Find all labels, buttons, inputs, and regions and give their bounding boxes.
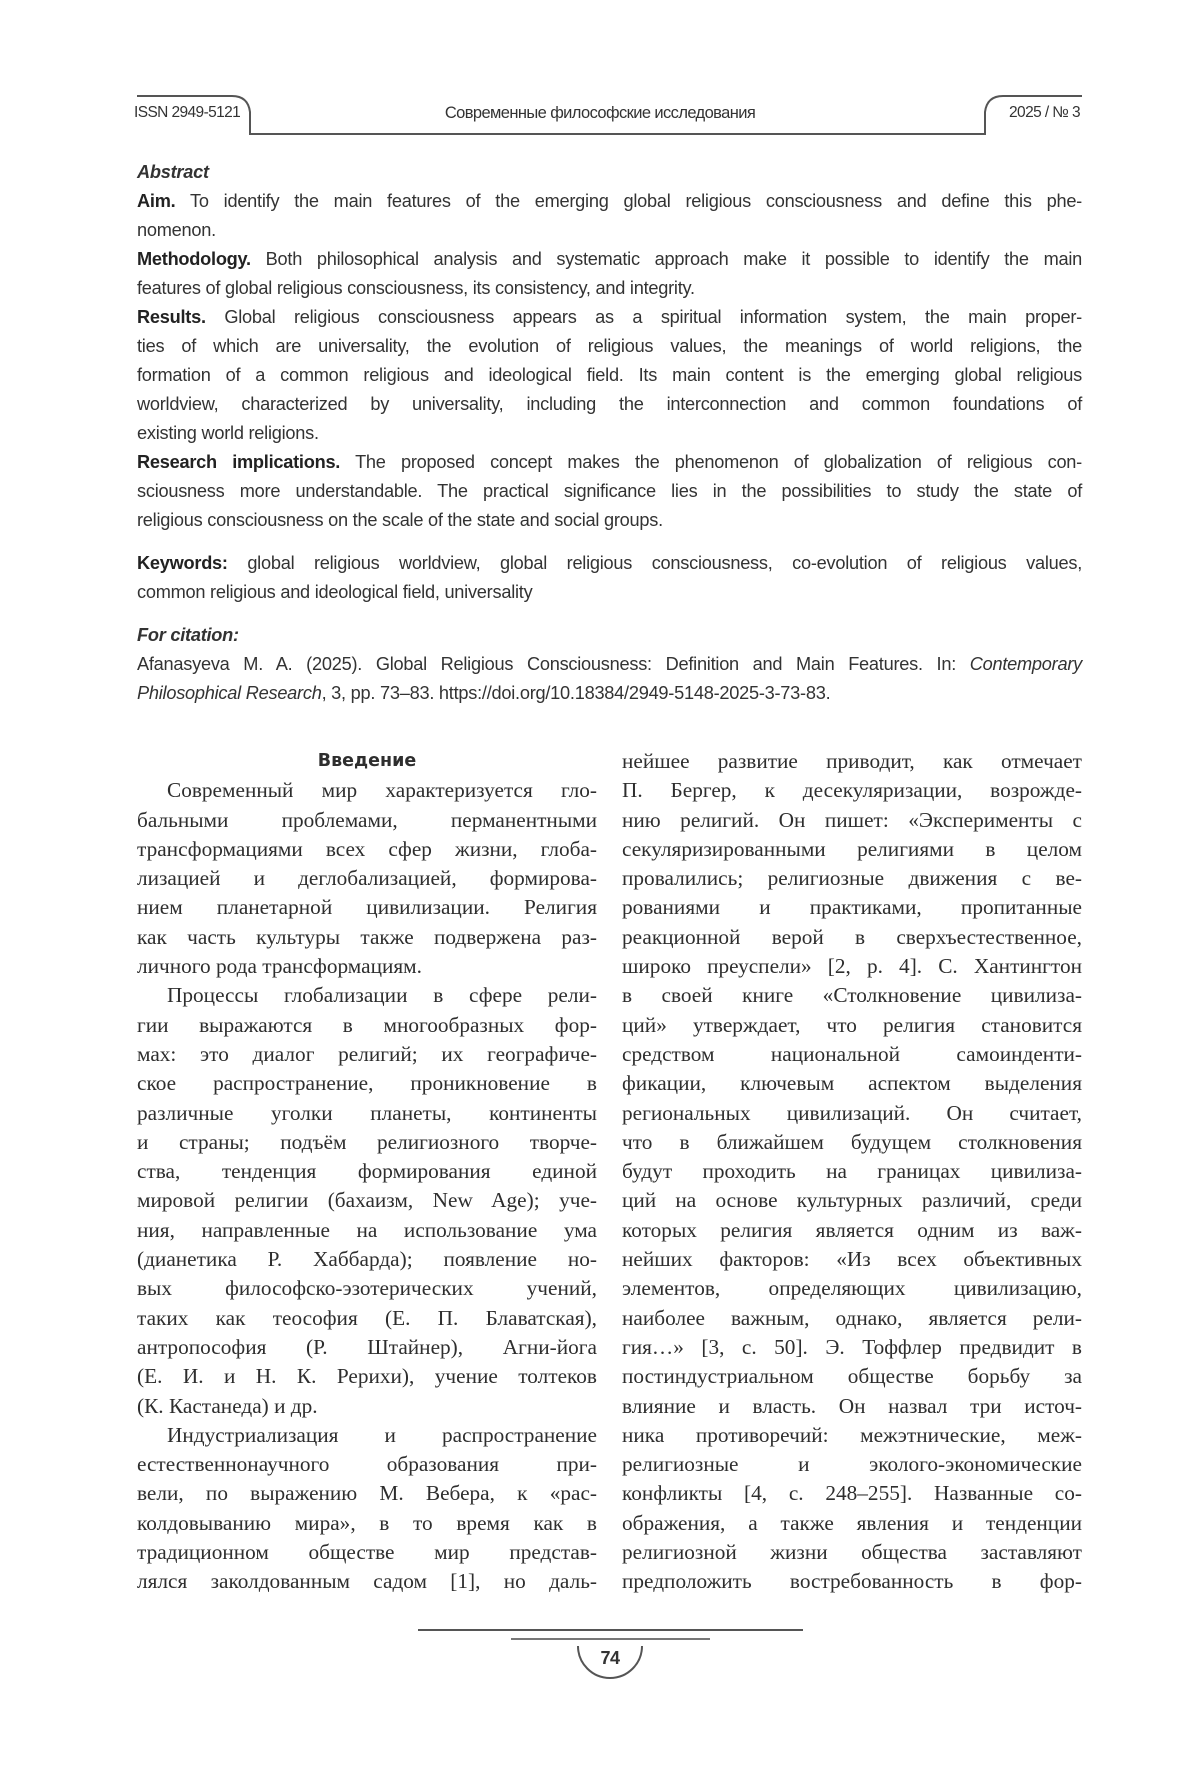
- text-line: реакционной верой в сверхъестественное,: [622, 923, 1082, 952]
- methodology-line: [137, 245, 1082, 274]
- results-text: Global religious consciousness appears as a spiritual information system, the main proper-: [206, 307, 1082, 327]
- citation-text: Afanasyeva M. A. (2025). Global Religious Consciousness: Definition and Main Features. In:: [137, 654, 970, 674]
- text-line: вых философско-эзотерических учений,: [137, 1274, 597, 1303]
- text-line: бальными проблемами, перманентными: [137, 806, 597, 835]
- keywords-line: [137, 578, 1082, 607]
- text-line: нию религий. Он пишет: «Эксперименты с: [622, 806, 1082, 835]
- text-line: антропософия (Р. Штайнер), Агни-йога: [137, 1333, 597, 1362]
- text-line: (К. Кастанеда) и др.: [137, 1392, 597, 1421]
- page-number: 74: [590, 1648, 630, 1669]
- methodology-text: features of global religious consciousness, its consistency, and integrity.: [137, 278, 695, 298]
- text-line: нейших факторов: «Из всех объективных: [622, 1245, 1082, 1274]
- text-line: и страны; подъём религиозного творче-: [137, 1128, 597, 1157]
- citation-journal: Contemporary: [970, 654, 1082, 674]
- aim-label: Aim.: [137, 191, 175, 211]
- text-line: естественнонаучного образования при-: [137, 1450, 597, 1479]
- results-line: [137, 332, 1082, 361]
- text-line: постиндустриальном обществе борьбу за: [622, 1362, 1082, 1391]
- text-line: ций» утверждает, что религия становится: [622, 1011, 1082, 1040]
- abstract: [137, 158, 1082, 708]
- text-line: Индустриализация и распространение: [137, 1421, 597, 1450]
- left-column: [137, 747, 597, 1597]
- text-line: личного рода трансформациям.: [137, 952, 597, 981]
- results-text: existing world religions.: [137, 423, 319, 443]
- text-line: религиозной жизни общества заставляют: [622, 1538, 1082, 1567]
- aim-line: [137, 187, 1082, 216]
- text-line: гия…» [3, с. 50]. Э. Тоффлер предвидит в: [622, 1333, 1082, 1362]
- text-line: влияние и власть. Он назвал три источ-: [622, 1392, 1082, 1421]
- header-frame: [0, 0, 1200, 150]
- text-line: (Е. И. и Н. К. Рерихи), учение толтеков: [137, 1362, 597, 1391]
- paragraph: [137, 981, 597, 1420]
- research-implications-text: The proposed concept makes the phenomenon of globalization of religious con-: [340, 452, 1082, 472]
- text-line: мировой религии (бахаизм, New Age); уче-: [137, 1186, 597, 1215]
- research-implications-text: sciousness more understandable. The practical significance lies in the possibilities to study the state of: [137, 481, 1082, 501]
- keywords-line: [137, 549, 1082, 578]
- keywords-text: global religious worldview, global religious consciousness, co-evolution of religious values,: [228, 553, 1082, 573]
- text-line: в своей книге «Столкновение цивилиза-: [622, 981, 1082, 1010]
- text-line: религиозные и эколого-экономические: [622, 1450, 1082, 1479]
- issn: ISSN 2949-5121: [134, 104, 240, 122]
- methodology-label: Methodology.: [137, 249, 251, 269]
- aim-line: [137, 216, 1082, 245]
- text-line: гии выражаются в многообразных фор-: [137, 1011, 597, 1040]
- text-line: предположить востребованность в фор-: [622, 1567, 1082, 1596]
- text-line: вели, по выражению М. Вебера, к «рас-: [137, 1479, 597, 1508]
- research-implications-line: [137, 477, 1082, 506]
- keywords-text: common religious and ideological field, universality: [137, 582, 532, 602]
- text-line: (дианетика Р. Хаббарда); появление но-: [137, 1245, 597, 1274]
- research-implications-label: Research implications.: [137, 452, 340, 472]
- text-line: мах: это диалог религий; их географиче-: [137, 1040, 597, 1069]
- text-line: фикации, ключевым аспектом выделения: [622, 1069, 1082, 1098]
- text-line: ника противоречий: межэтнические, меж-: [622, 1421, 1082, 1450]
- text-line: средством национальной самоинденти-: [622, 1040, 1082, 1069]
- text-line: таких как теософия (Е. П. Блаватская),: [137, 1304, 597, 1333]
- results-text: worldview, characterized by universality, including the interconnection and common foundations of: [137, 394, 1082, 414]
- results-text: ties of which are universality, the evolution of religious values, the meanings of world religions, the: [137, 336, 1082, 356]
- results-line: [137, 419, 1082, 448]
- text-line: лизацией и деглобализацией, формирова-: [137, 864, 597, 893]
- text-line: что в ближайшем будущем столкновения: [622, 1128, 1082, 1157]
- text-line: конфликты [4, с. 248–255]. Названные со-: [622, 1479, 1082, 1508]
- text-line: традиционном обществе мир представ-: [137, 1538, 597, 1567]
- citation-line: [137, 650, 1082, 679]
- results-line: [137, 361, 1082, 390]
- text-line: П. Бергер, к десекуляризации, возрожде-: [622, 776, 1082, 805]
- text-line: которых религия является одним из важ-: [622, 1216, 1082, 1245]
- text-line: наиболее важным, однако, является рели-: [622, 1304, 1082, 1333]
- text-line: нейшее развитие приводит, как отмечает: [622, 747, 1082, 776]
- text-line: ображения, а также явления и тенденции: [622, 1509, 1082, 1538]
- text-line: ское распространение, проникновение в: [137, 1069, 597, 1098]
- citation-doi[interactable]: , 3, pp. 73–83. https://doi.org/10.18384/2949-5148-2025-3-73-83.: [322, 683, 831, 703]
- text-line: Процессы глобализации в сфере рели-: [137, 981, 597, 1010]
- methodology-line: [137, 274, 1082, 303]
- text-line: элементов, определяющих цивилизацию,: [622, 1274, 1082, 1303]
- text-line: ства, тенденция формирования единой: [137, 1157, 597, 1186]
- text-line: как часть культуры также подвержена раз-: [137, 923, 597, 952]
- keywords-label: Keywords:: [137, 553, 228, 573]
- right-column: [622, 747, 1082, 1597]
- results-line: [137, 303, 1082, 332]
- text-line: лялся заколдованным садом [1], но даль-: [137, 1567, 597, 1596]
- section-title: Введение: [137, 747, 597, 776]
- citation-journal: Philosophical Research: [137, 683, 322, 703]
- results-label: Results.: [137, 307, 206, 327]
- text-line: будут проходить на границах цивилиза-: [622, 1157, 1082, 1186]
- citation-heading: For citation:: [137, 621, 1082, 650]
- text-line: широко преуспели» [2, p. 4]. С. Хантингтон: [622, 952, 1082, 981]
- results-line: [137, 390, 1082, 419]
- issue-number: 2025 / № 3: [1009, 104, 1080, 122]
- aim-text: To identify the main features of the emerging global religious consciousness and define this phe-: [175, 191, 1082, 211]
- research-implications-line: [137, 448, 1082, 477]
- text-line: различные уголки планеты, континенты: [137, 1099, 597, 1128]
- text-line: провалились; религиозные движения с ве-: [622, 864, 1082, 893]
- text-line: нием планетарной цивилизации. Религия: [137, 893, 597, 922]
- methodology-text: Both philosophical analysis and systematic approach make it possible to identify the main: [251, 249, 1082, 269]
- text-line: колдовыванию мира», в то время как в: [137, 1509, 597, 1538]
- text-line: секуляризированными религиями в целом: [622, 835, 1082, 864]
- abstract-heading: Abstract: [137, 158, 1082, 187]
- research-implications-line: [137, 506, 1082, 535]
- paragraph: [137, 776, 597, 981]
- paragraph: [137, 1421, 597, 1597]
- citation-line: [137, 679, 1082, 708]
- text-line: ций на основе культурных различий, среди: [622, 1186, 1082, 1215]
- aim-text: nomenon.: [137, 220, 216, 240]
- text-line: трансформациями всех сфер жизни, глоба-: [137, 835, 597, 864]
- text-line: рованиями и практиками, пропитанные: [622, 893, 1082, 922]
- text-line: ния, направленные на использование ума: [137, 1216, 597, 1245]
- text-line: региональных цивилизаций. Он считает,: [622, 1099, 1082, 1128]
- journal-title: Современные философские исследования: [0, 104, 1200, 123]
- text-line: Современный мир характеризуется гло-: [137, 776, 597, 805]
- research-implications-text: religious consciousness on the scale of the state and social groups.: [137, 510, 663, 530]
- results-text: formation of a common religious and ideological field. Its main content is the emerging global religious: [137, 365, 1082, 385]
